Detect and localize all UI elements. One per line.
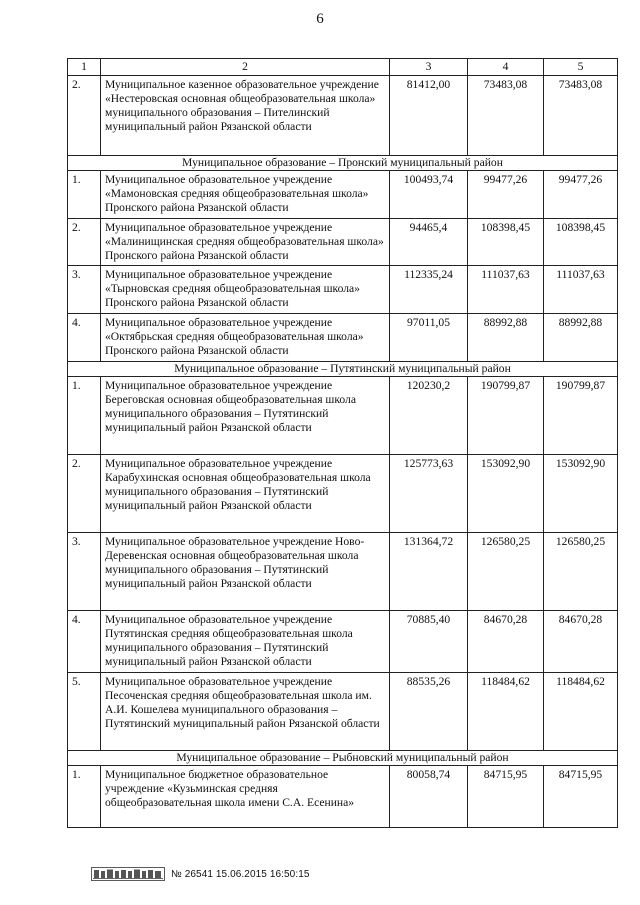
value-col5: 73483,08 xyxy=(544,76,618,156)
building-stamp-icon xyxy=(91,867,165,881)
table-row xyxy=(68,376,618,454)
value-col5: 88992,88 xyxy=(544,314,618,362)
page-number: 6 xyxy=(316,11,324,27)
value-col4: 84715,95 xyxy=(468,765,544,827)
institution-name: Муниципальное образовательное учреждение Береговская основная общеобразовательная школа муниципального образования – Путятинский муниципальный район Рязанской области xyxy=(101,376,390,454)
value-col5: 99477,26 xyxy=(544,171,618,219)
table-row xyxy=(68,672,618,750)
institution-name: Муниципальное образовательное учреждение «Малинищинская средняя общеобразовательная школа» Пронского района Рязанской области xyxy=(101,218,390,266)
table-row xyxy=(68,171,618,219)
value-col3: 120230,2 xyxy=(390,376,468,454)
value-col3: 70885,40 xyxy=(390,610,468,672)
value-col4: 118484,62 xyxy=(468,672,544,750)
value-col3: 131364,72 xyxy=(390,532,468,610)
column-header: 4 xyxy=(468,59,544,76)
table-row xyxy=(68,76,618,156)
section-title: Муниципальное образование – Пронский муниципальный район xyxy=(68,156,618,171)
column-header: 2 xyxy=(101,59,390,76)
row-number: 1. xyxy=(68,376,101,454)
value-col3: 100493,74 xyxy=(390,171,468,219)
value-col4: 108398,45 xyxy=(468,218,544,266)
row-number: 5. xyxy=(68,672,101,750)
row-number: 4. xyxy=(68,314,101,362)
institution-name: Муниципальное бюджетное образовательное учреждение «Кузьминская средняя общеобразовательная школа имени С.А. Есенина» xyxy=(101,765,390,827)
institution-name: Муниципальное образовательное учреждение Путятинская средняя общеобразовательная школа муниципального образования – Путятинский муниципальный район Рязанской области xyxy=(101,610,390,672)
row-number: 2. xyxy=(68,76,101,156)
value-col4: 88992,88 xyxy=(468,314,544,362)
value-col4: 84670,28 xyxy=(468,610,544,672)
column-header: 5 xyxy=(544,59,618,76)
value-col3: 112335,24 xyxy=(390,266,468,314)
section-title: Муниципальное образование – Путятинский муниципальный район xyxy=(68,361,618,376)
value-col5: 126580,25 xyxy=(544,532,618,610)
row-number: 3. xyxy=(68,266,101,314)
document-footer xyxy=(91,866,310,882)
table-row xyxy=(68,266,618,314)
institution-name: Муниципальное образовательное учреждение «Октябрьская средняя общеобразовательная школа» Пронского района Рязанской области xyxy=(101,314,390,362)
table-row xyxy=(68,765,618,827)
institution-name: Муниципальное образовательное учреждение Ново-Деревенская основная общеобразовательная школа муниципального образования – Путятинский муниципальный район Рязанской области xyxy=(101,532,390,610)
value-col3: 94465,4 xyxy=(390,218,468,266)
funding-table xyxy=(67,58,618,828)
row-number: 2. xyxy=(68,454,101,532)
institution-name: Муниципальное образовательное учреждение Карабухинская основная общеобразовательная школа муниципального образования – Путятинский муниципальный район Рязанской области xyxy=(101,454,390,532)
value-col4: 111037,63 xyxy=(468,266,544,314)
table-header-row xyxy=(68,59,618,76)
row-number: 1. xyxy=(68,765,101,827)
institution-name: Муниципальное образовательное учреждение «Тырновская средняя общеобразовательная школа» Пронского района Рязанской области xyxy=(101,266,390,314)
table-row xyxy=(68,454,618,532)
value-col3: 125773,63 xyxy=(390,454,468,532)
value-col4: 190799,87 xyxy=(468,376,544,454)
institution-name: Муниципальное казенное образовательное учреждение «Нестеровская основная общеобразовательная школа» муниципального образования – Пителинский муниципальный район Рязанской области xyxy=(101,76,390,156)
value-col5: 84715,95 xyxy=(544,765,618,827)
value-col3: 81412,00 xyxy=(390,76,468,156)
section-header xyxy=(68,361,618,376)
value-col5: 118484,62 xyxy=(544,672,618,750)
column-header: 1 xyxy=(68,59,101,76)
table-row xyxy=(68,532,618,610)
row-number: 2. xyxy=(68,218,101,266)
column-header: 3 xyxy=(390,59,468,76)
value-col5: 153092,90 xyxy=(544,454,618,532)
table-row xyxy=(68,314,618,362)
row-number: 3. xyxy=(68,532,101,610)
row-number: 4. xyxy=(68,610,101,672)
table-row xyxy=(68,610,618,672)
value-col3: 88535,26 xyxy=(390,672,468,750)
value-col4: 126580,25 xyxy=(468,532,544,610)
registration-stamp-text: № 26541 15.06.2015 16:50:15 xyxy=(171,868,310,880)
value-col5: 84670,28 xyxy=(544,610,618,672)
value-col5: 111037,63 xyxy=(544,266,618,314)
row-number: 1. xyxy=(68,171,101,219)
institution-name: Муниципальное образовательное учреждение «Мамоновская средняя общеобразовательная школа» Пронского района Рязанской области xyxy=(101,171,390,219)
value-col4: 99477,26 xyxy=(468,171,544,219)
value-col4: 73483,08 xyxy=(468,76,544,156)
value-col5: 108398,45 xyxy=(544,218,618,266)
value-col4: 153092,90 xyxy=(468,454,544,532)
section-header xyxy=(68,156,618,171)
value-col3: 97011,05 xyxy=(390,314,468,362)
section-header xyxy=(68,750,618,765)
table-row xyxy=(68,218,618,266)
section-title: Муниципальное образование – Рыбновский муниципальный район xyxy=(68,750,618,765)
value-col5: 190799,87 xyxy=(544,376,618,454)
institution-name: Муниципальное образовательное учреждение Песоченская средняя общеобразовательная школа им. А.И. Кошелева муниципального образования – Путятинский муниципальный район Рязанской области xyxy=(101,672,390,750)
value-col3: 80058,74 xyxy=(390,765,468,827)
